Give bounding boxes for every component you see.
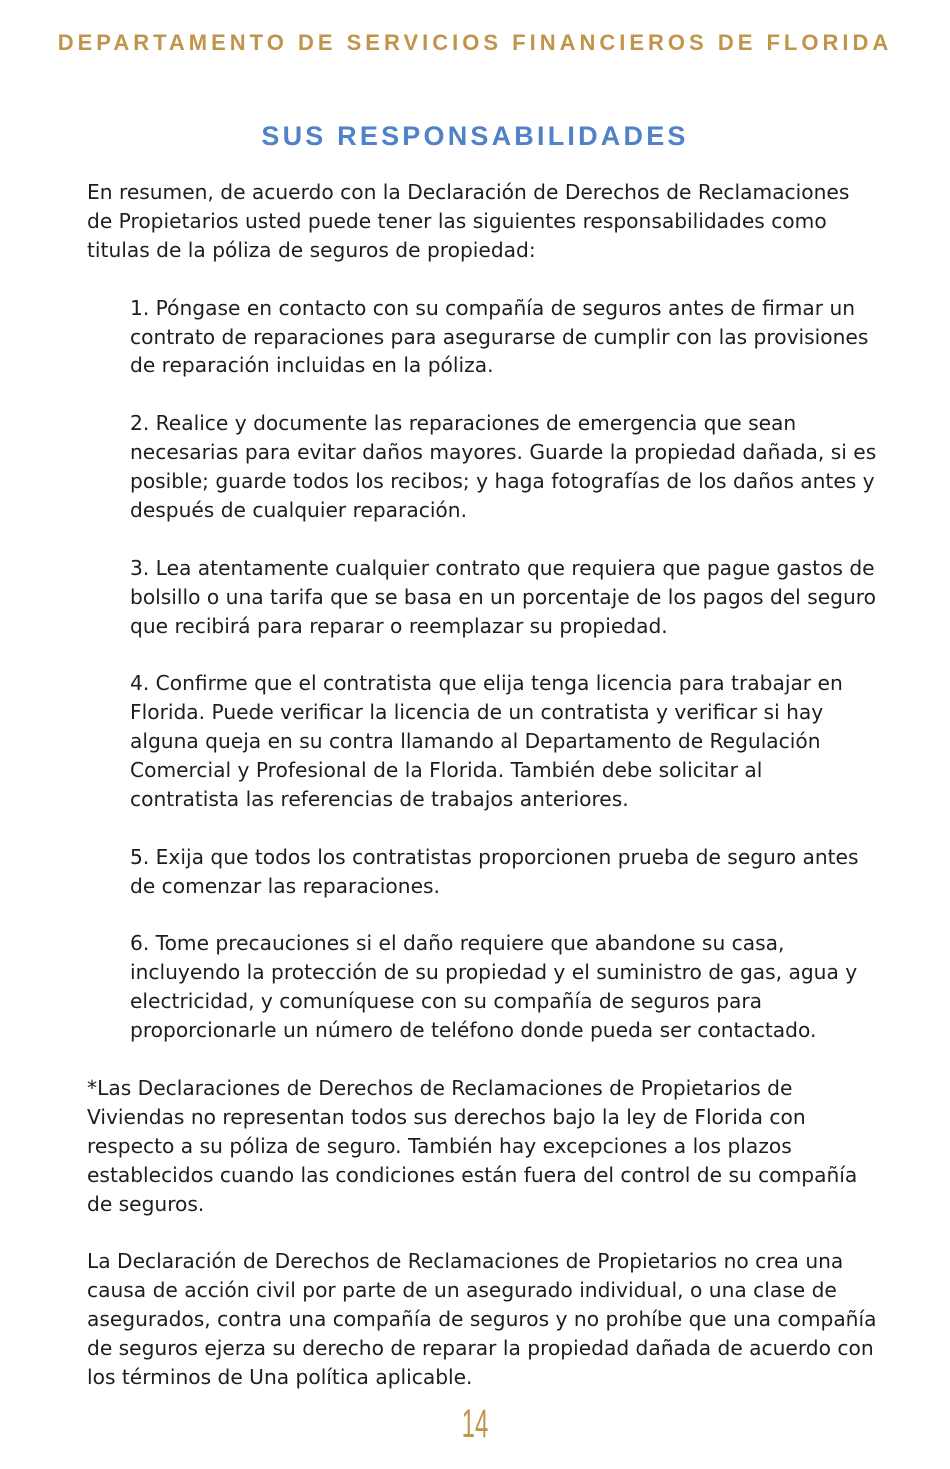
- document-body: [87, 178, 877, 1421]
- list-item: 4. Confirme que el contratista que elija tenga licencia para trabajar en Florida. Puede verificar la licencia de un contratista y verificar si hay alguna queja en su contra llamando al Departamento de Regulación Comercial y Profesional de la Florida. También debe solicitar al contratista las referencias de trabajos anteriores.: [130, 671, 843, 811]
- department-header: DEPARTAMENTO DE SERVICIOS FINANCIEROS DE FLORIDA: [57, 30, 893, 55]
- list-item: 1. Póngase en contacto con su compañía de seguros antes de firmar un contrato de reparaciones para asegurarse de cumplir con las provisiones de reparación incluidas en la póliza.: [130, 295, 869, 378]
- list-item: 2. Realice y documente las reparaciones de emergencia que sean necesarias para evitar daños mayores. Guarde la propiedad dañada, si es posible; guarde todos los recibos; y haga fotografías de los daños antes y después de cualquier reparación.: [130, 411, 877, 522]
- responsibilities-list: [87, 294, 877, 1045]
- list-item: 5. Exija que todos los contratistas proporcionen prueba de seguro antes de comenzar las reparaciones.: [130, 844, 859, 898]
- page-number: 14: [461, 1402, 489, 1446]
- closing-paragraph: La Declaración de Derechos de Reclamaciones de Propietarios no crea una causa de acción civil por parte de un asegurado individual, o una clase de asegurados, contra una compañía de seguros y no prohíbe que una compañía de seguros ejerza su derecho de reparar la propiedad dañada de acuerdo con los términos de Una política aplicable.: [87, 1249, 877, 1390]
- footnote-paragraph: *Las Declaraciones de Derechos de Reclamaciones de Propietarios de Viviendas no representan todos sus derechos bajo la ley de Florida con respecto a su póliza de seguro. También hay excepciones a los plazos establecidos cuando las condiciones están fuera del control de su compañía de seguros.: [87, 1075, 858, 1216]
- list-item: 3. Lea atentamente cualquier contrato que requiera que pague gastos de bolsillo o una tarifa que se basa en un porcentaje de los pagos del seguro que recibirá para reparar o reemplazar su propiedad.: [130, 555, 876, 638]
- intro-paragraph: En resumen, de acuerdo con la Declaración de Derechos de Reclamaciones de Propietarios usted puede tener las siguientes responsabilidades como titulas de la póliza de seguros de propiedad:: [87, 180, 850, 262]
- section-title: SUS RESPONSABILIDADES: [261, 121, 689, 151]
- list-item: 6. Tome precauciones si el daño requiere que abandone su casa, incluyendo la protección de su propiedad y el suministro de gas, agua y electricidad, y comuníquese con su compañía de seguros para proporcionarle un número de teléfono donde pueda ser contactado.: [130, 931, 858, 1043]
